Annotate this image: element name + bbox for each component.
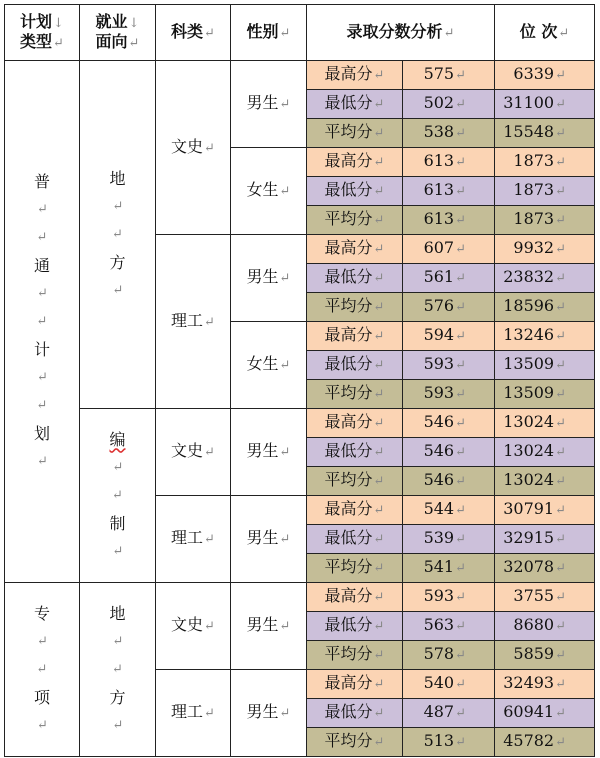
header-rank: 位 次↵ (495, 5, 595, 61)
gender-male: 男生↵ (231, 409, 307, 496)
rank-cell: 32078↵ (495, 554, 595, 583)
rank-cell: 31100↵ (495, 90, 595, 119)
stat-label-min: 最低分↵ (307, 264, 403, 293)
score-cell: 576↵ (403, 293, 495, 322)
score-cell: 575↵ (403, 61, 495, 90)
stat-label-max: 最高分↵ (307, 148, 403, 177)
rank-cell: 18596↵ (495, 293, 595, 322)
score-cell: 487↵ (403, 699, 495, 728)
score-cell: 578↵ (403, 641, 495, 670)
header-row (5, 5, 595, 61)
rank-cell: 9932↵ (495, 235, 595, 264)
rank-cell: 30791↵ (495, 496, 595, 525)
score-cell: 594↵ (403, 322, 495, 351)
stat-label-avg: 平均分↵ (307, 554, 403, 583)
stat-label-max: 最高分↵ (307, 583, 403, 612)
score-cell: 613↵ (403, 148, 495, 177)
rank-cell: 45782↵ (495, 728, 595, 757)
score-row (5, 583, 595, 612)
gender-female: 女生↵ (231, 322, 307, 409)
score-cell: 513↵ (403, 728, 495, 757)
stat-label-avg: 平均分↵ (307, 380, 403, 409)
rank-cell: 13246↵ (495, 322, 595, 351)
rank-cell: 1873↵ (495, 148, 595, 177)
stat-label-max: 最高分↵ (307, 409, 403, 438)
rank-cell: 6339↵ (495, 61, 595, 90)
stat-label-min: 最低分↵ (307, 699, 403, 728)
score-cell: 541↵ (403, 554, 495, 583)
employment-difang: 地 ↵ ↵ 方 ↵ (80, 61, 156, 409)
rank-cell: 13024↵ (495, 467, 595, 496)
stat-label-min: 最低分↵ (307, 525, 403, 554)
rank-cell: 60941↵ (495, 699, 595, 728)
score-cell: 613↵ (403, 206, 495, 235)
score-cell: 540↵ (403, 670, 495, 699)
score-cell: 607↵ (403, 235, 495, 264)
stat-label-min: 最低分↵ (307, 351, 403, 380)
stat-label-avg: 平均分↵ (307, 641, 403, 670)
stat-label-max: 最高分↵ (307, 670, 403, 699)
score-cell: 563↵ (403, 612, 495, 641)
score-cell: 502↵ (403, 90, 495, 119)
score-cell: 613↵ (403, 177, 495, 206)
score-cell: 538↵ (403, 119, 495, 148)
score-cell: 539↵ (403, 525, 495, 554)
subject-wenshi: 文史↵ (156, 61, 231, 235)
rank-cell: 13024↵ (495, 438, 595, 467)
gender-male: 男生↵ (231, 61, 307, 148)
plan-type-zhuanxiang: 专 ↵ ↵ 项 ↵ (5, 583, 80, 757)
rank-cell: 23832↵ (495, 264, 595, 293)
stat-label-avg: 平均分↵ (307, 206, 403, 235)
rank-cell: 1873↵ (495, 206, 595, 235)
score-cell: 593↵ (403, 380, 495, 409)
employment-bianzhi: 编 ↵ ↵ 制 ↵ (80, 409, 156, 583)
score-cell: 546↵ (403, 438, 495, 467)
header-subject: 科类↵ (156, 5, 231, 61)
subject-ligong: 理工↵ (156, 496, 231, 583)
score-cell: 544↵ (403, 496, 495, 525)
employment-difang: 地 ↵ ↵ 方 ↵ (80, 583, 156, 757)
subject-ligong: 理工↵ (156, 235, 231, 409)
gender-male: 男生↵ (231, 496, 307, 583)
stat-label-max: 最高分↵ (307, 496, 403, 525)
header-score-analysis: 录取分数分析↵ (307, 5, 495, 61)
stat-label-min: 最低分↵ (307, 90, 403, 119)
score-cell: 561↵ (403, 264, 495, 293)
stat-label-avg: 平均分↵ (307, 728, 403, 757)
stat-label-max: 最高分↵ (307, 322, 403, 351)
stat-label-min: 最低分↵ (307, 177, 403, 206)
stat-label-avg: 平均分↵ (307, 293, 403, 322)
subject-wenshi: 文史↵ (156, 409, 231, 496)
rank-cell: 3755↵ (495, 583, 595, 612)
gender-male: 男生↵ (231, 670, 307, 757)
score-row (5, 61, 595, 90)
admission-score-table (4, 4, 595, 757)
rank-cell: 32915↵ (495, 525, 595, 554)
stat-label-avg: 平均分↵ (307, 467, 403, 496)
score-cell: 546↵ (403, 467, 495, 496)
rank-cell: 13509↵ (495, 380, 595, 409)
rank-cell: 15548↵ (495, 119, 595, 148)
score-cell: 593↵ (403, 351, 495, 380)
subject-wenshi: 文史↵ (156, 583, 231, 670)
gender-male: 男生↵ (231, 583, 307, 670)
header-gender: 性别↵ (231, 5, 307, 61)
stat-label-max: 最高分↵ (307, 61, 403, 90)
rank-cell: 8680↵ (495, 612, 595, 641)
rank-cell: 32493↵ (495, 670, 595, 699)
plan-type-putong: 普 ↵ ↵ 通 ↵ ↵ 计 ↵ ↵ 划 ↵ (5, 61, 80, 583)
rank-cell: 13024↵ (495, 409, 595, 438)
rank-cell: 1873↵ (495, 177, 595, 206)
stat-label-min: 最低分↵ (307, 438, 403, 467)
header-employment: 就业↓ 面向↵ (80, 5, 156, 61)
gender-male: 男生↵ (231, 235, 307, 322)
score-row (5, 409, 595, 438)
gender-female: 女生↵ (231, 148, 307, 235)
header-plan-type: 计划↓ 类型↵ (5, 5, 80, 61)
score-cell: 593↵ (403, 583, 495, 612)
rank-cell: 5859↵ (495, 641, 595, 670)
stat-label-avg: 平均分↵ (307, 119, 403, 148)
rank-cell: 13509↵ (495, 351, 595, 380)
score-cell: 546↵ (403, 409, 495, 438)
stat-label-max: 最高分↵ (307, 235, 403, 264)
subject-ligong: 理工↵ (156, 670, 231, 757)
stat-label-min: 最低分↵ (307, 612, 403, 641)
